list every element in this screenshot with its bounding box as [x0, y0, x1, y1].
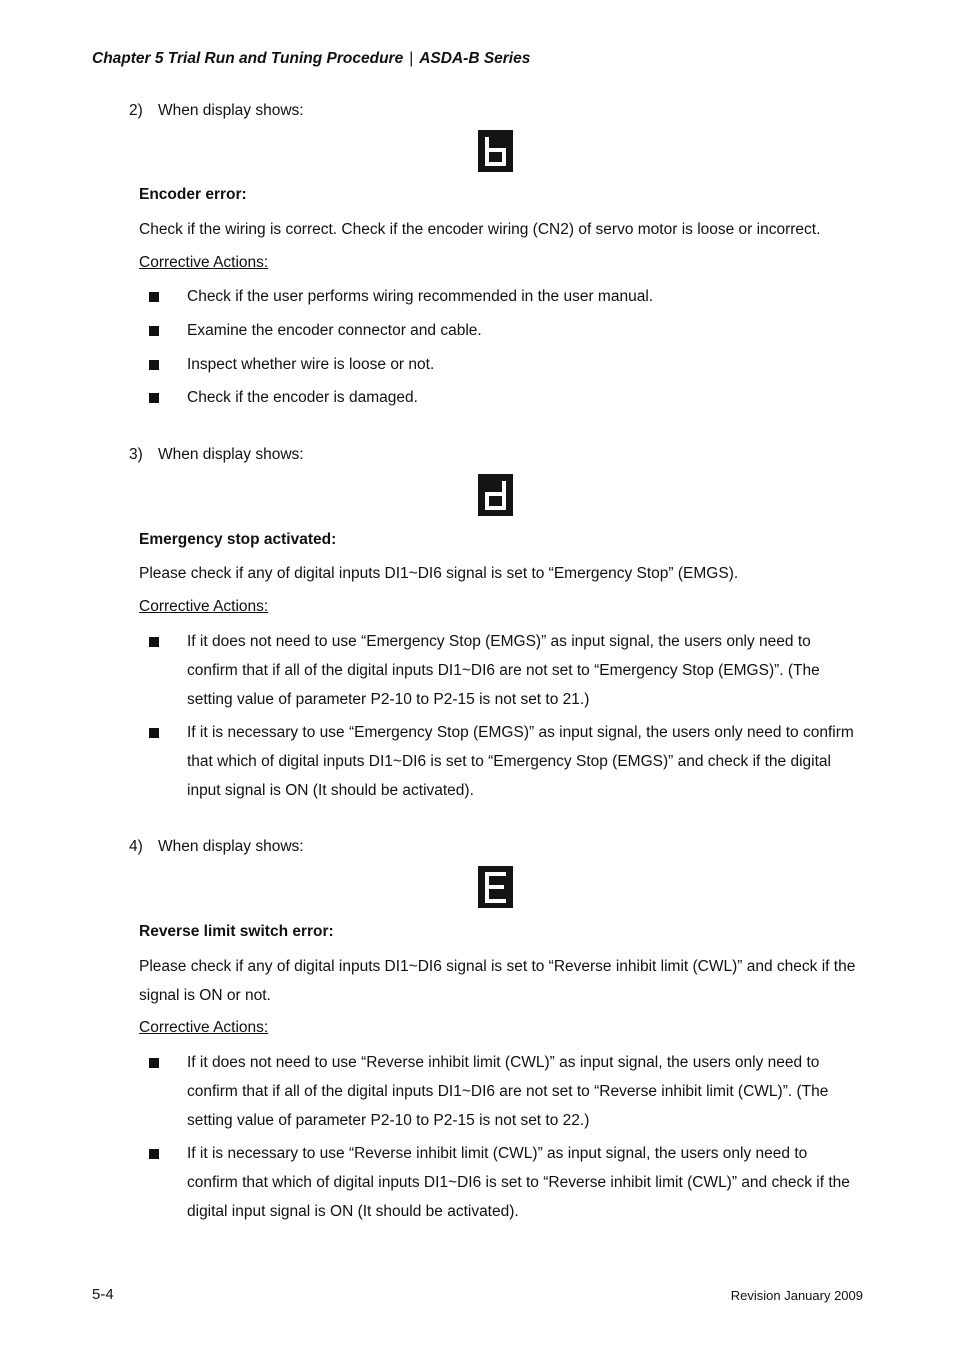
section-2-action-3: Inspect whether wire is loose or not. — [149, 350, 859, 379]
bullet-square-icon — [149, 728, 159, 738]
section-heading-text: When display shows: — [158, 838, 304, 855]
seven-segment-display-b — [478, 130, 513, 172]
section-3-corrective-label: Corrective Actions: — [139, 598, 269, 615]
section-2-action-1: Check if the user performs wiring recommended in the user manual. — [149, 282, 859, 311]
seven-segment-display-d — [478, 474, 513, 516]
chapter-title: Chapter 5 Trial Run and Tuning Procedure — [92, 50, 404, 67]
bullet-square-icon — [149, 292, 159, 302]
bullet-square-icon — [149, 1058, 159, 1068]
section-4-description: Please check if any of digital inputs DI1~DI6 signal is set to “Reverse inhibit limit (CWL)” and check if the signal is ON or not. — [139, 958, 856, 1004]
section-2-title: Encoder error: — [139, 186, 247, 203]
section-2-description: Check if the wiring is correct. Check if the encoder wiring (CN2) of servo motor is loose or incorrect. — [139, 221, 821, 238]
revision-date: Revision January 2009 — [730, 1288, 863, 1303]
section-number: 3) — [129, 446, 143, 463]
section-2-heading — [129, 102, 304, 120]
section-number: 4) — [129, 838, 143, 855]
section-4-title: Reverse limit switch error: — [139, 923, 334, 940]
seven-segment-display-e — [478, 866, 513, 908]
series-name: ASDA-B Series — [419, 50, 531, 67]
section-number: 2) — [129, 102, 143, 119]
section-2-corrective-label: Corrective Actions: — [139, 254, 269, 271]
section-4-heading — [129, 838, 304, 856]
section-4-action-2: If it is necessary to use “Reverse inhibit limit (CWL)” as input signal, the users only need to confirm that which of digital inputs DI1~DI6 is set to “Reverse inhibit limit (CWL)” and check if the digital input signal is ON (It should be activated). — [149, 1139, 859, 1226]
section-2-action-4: Check if the encoder is damaged. — [149, 383, 859, 412]
section-heading-text: When display shows: — [158, 102, 304, 119]
section-4-corrective-label: Corrective Actions: — [139, 1019, 269, 1036]
page-header — [92, 50, 530, 68]
section-3-heading — [129, 446, 304, 464]
bullet-square-icon — [149, 393, 159, 403]
section-2-action-2: Examine the encoder connector and cable. — [149, 316, 859, 345]
header-separator: | — [409, 50, 414, 67]
section-3-description: Please check if any of digital inputs DI1~DI6 signal is set to “Emergency Stop” (EMGS). — [139, 565, 739, 582]
bullet-square-icon — [149, 360, 159, 370]
page-number: 5-4 — [92, 1286, 114, 1303]
section-3-action-1: If it does not need to use “Emergency Stop (EMGS)” as input signal, the users only need to confirm that if all of the digital inputs DI1~DI6 are not set to “Emergency Stop (EMGS)”. (The setting value of parameter P2-10 to P2-15 is not set to 21.) — [149, 627, 859, 714]
bullet-square-icon — [149, 1149, 159, 1159]
section-3-action-2: If it is necessary to use “Emergency Stop (EMGS)” as input signal, the users only need to confirm that which of digital inputs DI1~DI6 is set to “Emergency Stop (EMGS)” and check if the digital input signal is ON (It should be activated). — [149, 718, 859, 805]
section-3-title: Emergency stop activated: — [139, 531, 337, 548]
section-heading-text: When display shows: — [158, 446, 304, 463]
section-4-action-1: If it does not need to use “Reverse inhibit limit (CWL)” as input signal, the users only need to confirm that if all of the digital inputs DI1~DI6 are not set to “Reverse inhibit limit (CWL)”. (The setting value of parameter P2-10 to P2-15 is not set to 22.) — [149, 1048, 859, 1135]
bullet-square-icon — [149, 326, 159, 336]
bullet-square-icon — [149, 637, 159, 647]
